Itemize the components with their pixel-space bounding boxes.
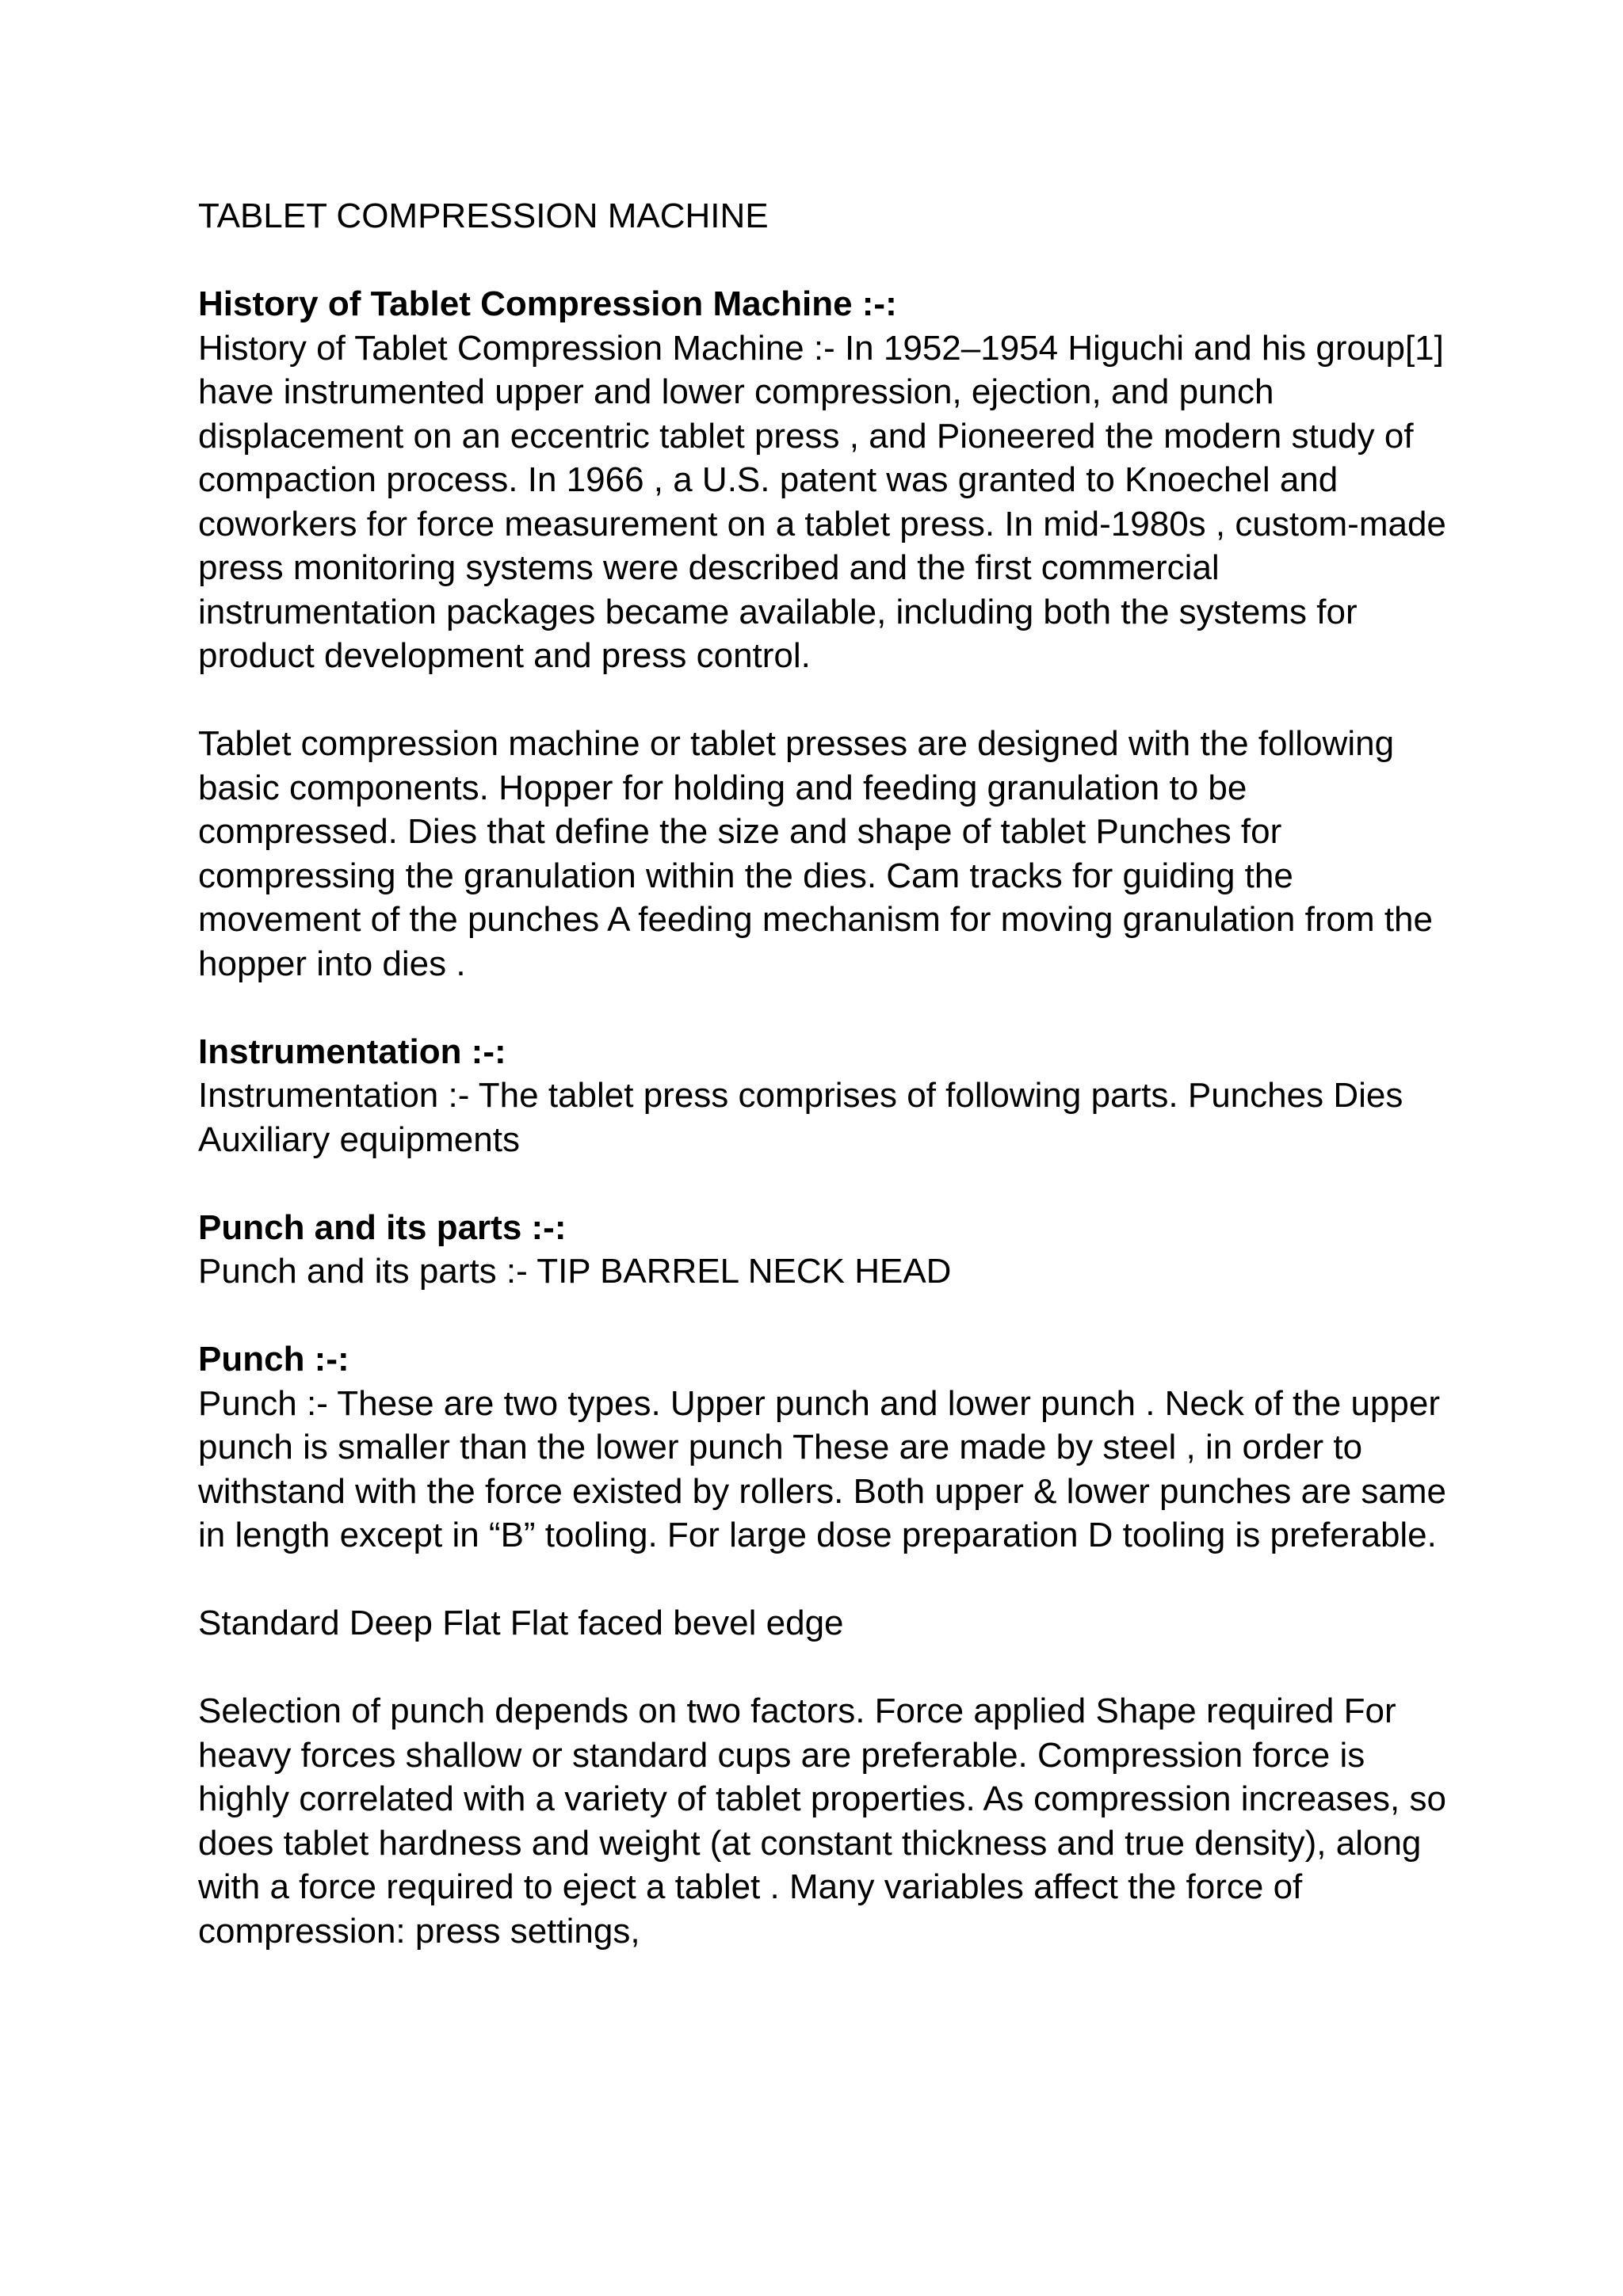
punch-types-section: [198, 1601, 1450, 1646]
instrumentation-heading: Instrumentation :-:: [198, 1032, 506, 1071]
history-paragraph: History of Tablet Compression Machine :- In 1952–1954 Higuchi and his group[1] have instrumented upper and lower compression, ejection, and punch displacement on an eccentric tablet press , and Pioneered the modern study of compaction process. In 1966 , a U.S. patent was granted to Knoechel and coworkers for force measurement on a tablet press. In mid-1980s , custom-made press monitoring systems were described and the first commercial instrumentation packages became available, including both the systems for product development and press control.: [198, 328, 1446, 675]
punch-parts-heading: Punch and its parts :-:: [198, 1207, 567, 1247]
components-paragraph: Tablet compression machine or tablet presses are designed with the following basic components. Hopper for holding and feeding granulation to be compressed. Dies that define the size and shape of tablet Punches for compressing the granulation within the dies. Cam tracks for guiding the movement of the punches A feeding mechanism for moving granulation from the hopper into dies .: [198, 724, 1433, 983]
components-section: [198, 722, 1450, 986]
history-section: [198, 282, 1450, 678]
punch-parts-section: [198, 1206, 1450, 1294]
selection-paragraph: Selection of punch depends on two factors. Force applied Shape required For heavy forces shallow or standard cups are preferable. Compression force is highly correlated with a variety of tablet properties. As compression increases, so does tablet hardness and weight (at constant thickness and true density), along with a force required to eject a tablet . Many variables affect the force of compression: press settings,: [198, 1691, 1446, 1951]
punch-parts-paragraph: Punch and its parts :- TIP BARREL NECK HEAD: [198, 1252, 952, 1291]
document-page: [198, 194, 1450, 1997]
document-title: TABLET COMPRESSION MACHINE: [198, 196, 769, 235]
history-heading: History of Tablet Compression Machine :-:: [198, 284, 897, 323]
punch-paragraph: Punch :- These are two types. Upper punch and lower punch . Neck of the upper punch is smaller than the lower punch These are made by steel , in order to withstand with the force existed by rollers. Both upper & lower punches are same in length except in “B” tooling. For large dose preparation D tooling is preferable.: [198, 1383, 1447, 1554]
instrumentation-paragraph: Instrumentation :- The tablet press comprises of following parts. Punches Dies Auxiliary equipments: [198, 1076, 1403, 1159]
instrumentation-section: [198, 1030, 1450, 1162]
selection-section: [198, 1689, 1450, 1953]
punch-heading: Punch :-:: [198, 1340, 349, 1379]
document-title-block: [198, 194, 1450, 238]
punch-section: [198, 1337, 1450, 1558]
punch-types-paragraph: Standard Deep Flat Flat faced bevel edge: [198, 1604, 844, 1642]
